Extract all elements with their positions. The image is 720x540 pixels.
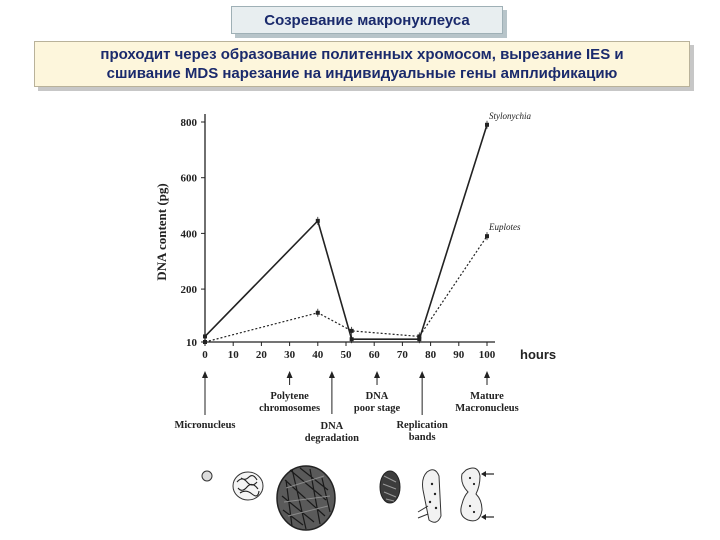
stage-arrow-head [374,371,380,378]
stage-label: DNA [365,391,389,402]
y-tick-label: 600 [180,172,197,185]
stage-label: Micronucleus [174,420,236,431]
x-axis-label: hours [520,347,557,362]
series-line-0 [205,125,487,339]
subtitle-line-1: проходит через образование политенных хромосом, вырезание IES и [100,46,624,63]
stage-label: DNA [320,421,344,432]
x-tick-label: 90 [453,349,465,361]
stage-annotations [174,371,518,444]
micronucleus-cell-icon [202,471,212,481]
x-tick-label: 0 [202,349,208,361]
chart-ticks [181,117,496,361]
mature-macronucleus-cell-icon [461,468,494,521]
x-tick-label: 20 [255,349,267,361]
x-tick-label: 40 [312,349,324,361]
stage-label: Replication [396,420,448,431]
stage-arrow-head [202,371,208,378]
y-tick-label: 800 [180,117,197,129]
stage-arrow-head [484,371,490,378]
stage-label: Mature [470,391,504,402]
series-line-1 [205,236,487,342]
y-axis-label: DNA content (pg) [154,183,169,281]
series-label: Stylonychia [489,110,531,121]
stage-label: Polytene [270,391,309,402]
y-tick-label: 200 [180,284,197,297]
y-tick-label: 400 [180,228,197,241]
degradation-cell-icon [277,466,335,530]
poor-stage-cell-icon [380,471,400,503]
polytene-cell-icon [233,472,263,500]
x-tick-label: 80 [425,349,437,361]
slide-title: Созревание макронуклеуса [264,11,470,29]
stage-label: degradation [304,433,360,444]
x-tick-label: 50 [340,349,352,361]
y-tick-label: 10 [186,337,197,349]
x-tick-label: 60 [368,349,380,361]
x-tick-label: 10 [227,349,239,361]
chart-series [203,111,531,346]
replication-cell-icon [418,470,441,523]
subtitle-line-2: сшивание MDS нарезание на индивидуальные гены амплификацию [106,65,618,82]
series-label: Euplotes [489,222,521,233]
x-tick-label: 100 [478,349,496,361]
stage-label: chromosomes [259,403,321,414]
x-tick-label: 70 [396,349,408,361]
chart-axes [205,114,495,342]
x-tick-label: 30 [284,349,296,361]
stage-arrow-head [419,371,425,378]
stage-label: bands [408,432,436,443]
cell-illustrations [202,466,494,530]
stage-label: Macronucleus [455,403,519,414]
stage-arrow-head [287,371,293,378]
chart-labels [154,183,556,362]
stage-arrow-head [329,371,335,378]
stage-label: poor stage [353,403,401,414]
